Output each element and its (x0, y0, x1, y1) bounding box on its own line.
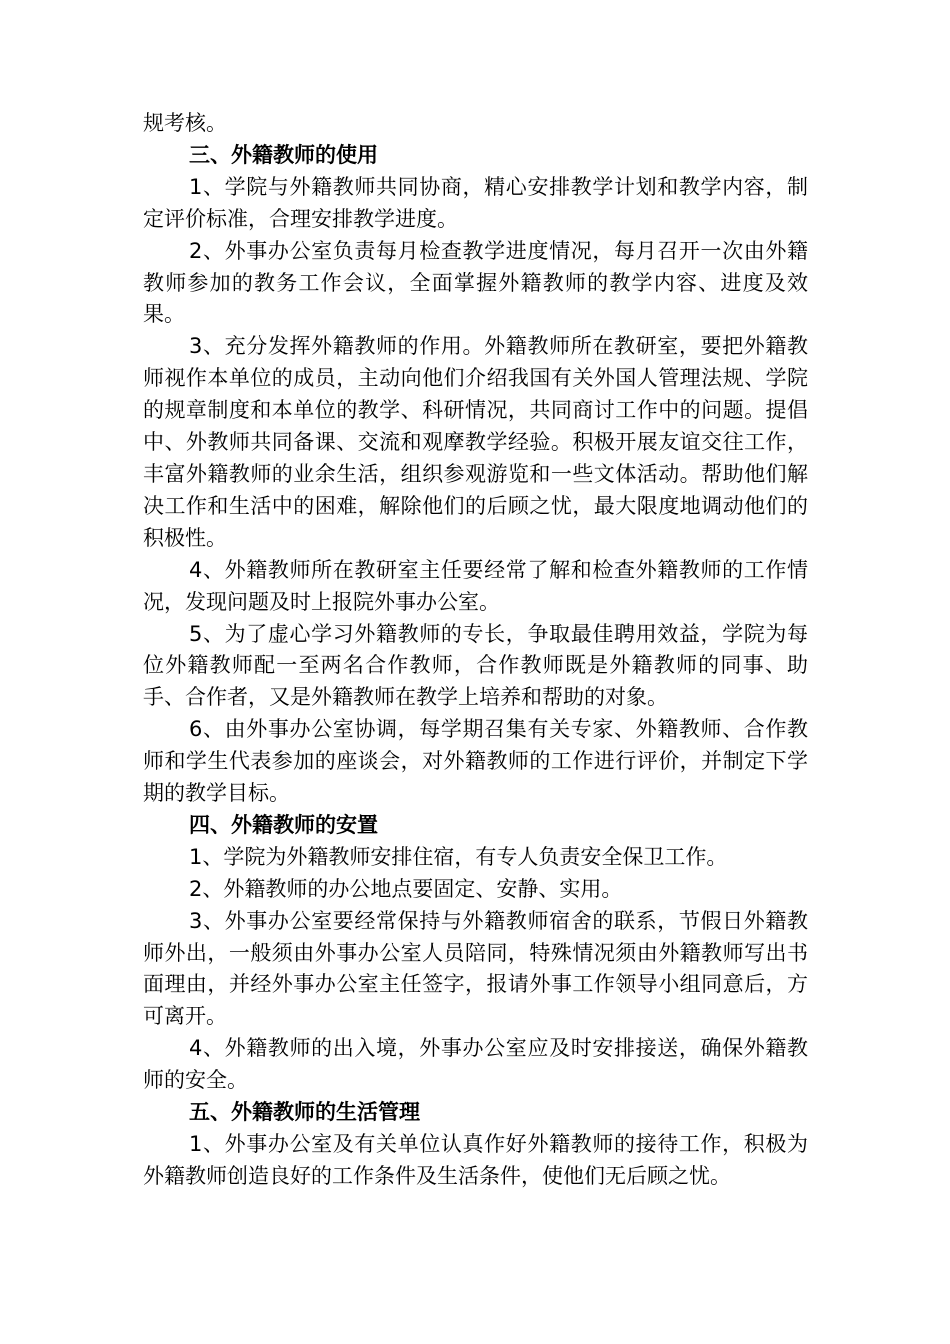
section-heading: 四、外籍教师的安置 (189, 812, 378, 837)
paragraph: 2、外籍教师的办公地点要固定、安静、实用。 (189, 876, 623, 901)
opening-fragment: 规考核。 (143, 111, 227, 135)
paragraph: 1、学院与外籍教师共同协商，精心安排教学计划和教学内容，制定评价标准，合理安排教学进度。 (143, 174, 808, 231)
section-heading: 三、外籍教师的使用 (189, 142, 378, 167)
paragraph: 5、为了虚心学习外籍教师的专长，争取最佳聘用效益，学院为每位外籍教师配一至两名合作教师，合作教师既是外籍教师的同事、助手、合作者，又是外籍教师在教学上培养和帮助的对象。 (143, 621, 808, 710)
paragraph: 4、外籍教师的出入境，外事办公室应及时安排接送，确保外籍教师的安全。 (143, 1036, 808, 1093)
paragraph: 2、外事办公室负责每月检查教学进度情况，每月召开一次由外籍教师参加的教务工作会议，全面掌握外籍教师的教学内容、进度及效果。 (143, 238, 808, 327)
paragraph: 1、学院为外籍教师安排住宿，有专人负责安全保卫工作。 (189, 844, 728, 869)
paragraph: 4、外籍教师所在教研室主任要经常了解和检查外籍教师的工作情况，发现问题及时上报院外事办公室。 (143, 557, 808, 614)
section-heading: 五、外籍教师的生活管理 (189, 1100, 420, 1125)
document-page (143, 108, 808, 1193)
paragraph: 3、充分发挥外籍教师的作用。外籍教师所在教研室，要把外籍教师视作本单位的成员，主动向他们介绍我国有关外国人管理法规、学院的规章制度和本单位的教学、科研情况，共同商讨工作中的问题。提倡中、外教师共同备课、交流和观摩教学经验。积极开展友谊交往工作，丰富外籍教师的业余生活，组织参观游览和一些文体活动。帮助他们解决工作和生活中的困难，解除他们的后顾之忧，最大限度地调动他们的积极性。 (143, 334, 808, 550)
paragraph: 1、外事办公室及有关单位认真作好外籍教师的接待工作，积极为外籍教师创造良好的工作条件及生活条件，使他们无后顾之忧。 (143, 1132, 808, 1188)
paragraph: 3、外事办公室要经常保持与外籍教师宿舍的联系，节假日外籍教师外出，一般须由外事办公室人员陪同，特殊情况须由外籍教师写出书面理由，并经外事办公室主任签字，报请外事工作领导小组同意后，方可离开。 (143, 908, 808, 1029)
paragraph: 6、由外事办公室协调，每学期召集有关专家、外籍教师、合作教师和学生代表参加的座谈会，对外籍教师的工作进行评价，并制定下学期的教学目标。 (143, 717, 808, 806)
